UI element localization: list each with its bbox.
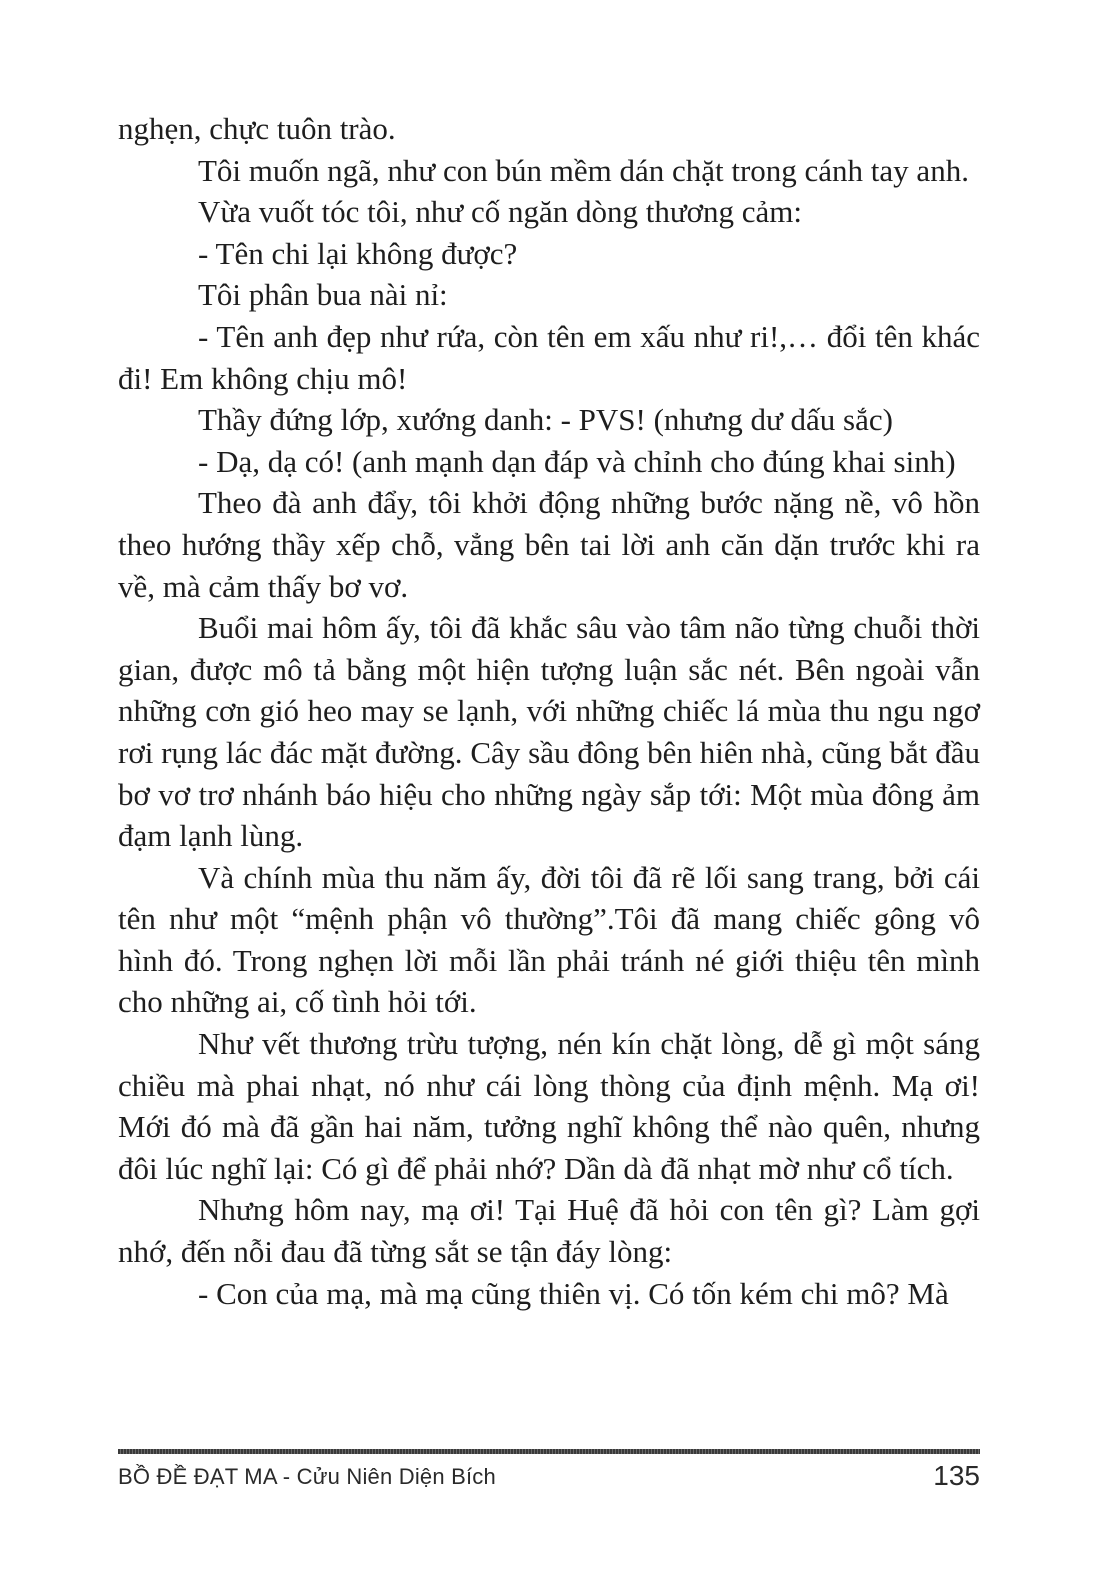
page-number: 135	[933, 1460, 980, 1491]
page-body-text	[118, 108, 980, 1314]
paragraph: - Con của mạ, mà mạ cũng thiên vị. Có tốn kém chi mô? Mà	[198, 1275, 949, 1311]
paragraph: Nhưng hôm nay, mạ ơi! Tại Huệ đã hỏi con tên gì? Làm gợi nhớ, đến nỗi đau đã từng sắt se tận đáy lòng:	[118, 1192, 980, 1270]
paragraph: Như vết thương trừu tượng, nén kín chặt lòng, dễ gì một sáng chiều mà phai nhạt, nó như cái lòng thòng của định mệnh. Mạ ơi! Mới đó mà đã gần hai năm, tưởng nghĩ không thể nào quên, nhưng đôi lúc nghĩ lại: Có gì để phải nhớ? Dần dà đã nhạt mờ như cổ tích.	[118, 1026, 980, 1186]
paragraph: Và chính mùa thu năm ấy, đời tôi đã rẽ lối sang trang, bởi cái tên như một “mệnh phận vô thường”.Tôi đã mang chiếc gông vô hình đó. Trong nghẹn lời mỗi lần phải tránh né giới thiệu tên mình cho những ai, cố tình hỏi tới.	[118, 859, 980, 1020]
paragraph: Buổi mai hôm ấy, tôi đã khắc sâu vào tâm não từng chuỗi thời gian, được mô tả bằng một hiện tượng luận sắc nét. Bên ngoài vẫn những cơn gió heo may se lạnh, với những chiếc lá mùa thu ngu ngơ rơi rụng lác đác mặt đường. Cây sầu đông bên hiên nhà, cũng bắt đầu bơ vơ trơ nhánh báo hiệu cho những ngày sắp tới: Một mùa đông ảm đạm lạnh lùng.	[118, 610, 980, 854]
paragraph: - Dạ, dạ có! (anh mạnh dạn đáp và chỉnh cho đúng khai sinh)	[198, 443, 956, 479]
footer-divider	[118, 1449, 980, 1454]
paragraph: Tôi phân bua nài nỉ:	[198, 277, 448, 313]
paragraph: Theo đà anh đẩy, tôi khởi động những bước nặng nề, vô hồn theo hướng thầy xếp chỗ, vẳng bên tai lời anh căn dặn trước khi ra về, mà cảm thấy bơ vơ.	[118, 485, 980, 604]
paragraph: - Tên chi lại không được?	[198, 235, 518, 271]
paragraph: nghẹn, chực tuôn trào.	[118, 111, 396, 146]
paragraph: - Tên anh đẹp như rứa, còn tên em xấu như ri!,… đổi tên khác đi! Em không chịu mô!	[118, 318, 980, 396]
paragraph: Thầy đứng lớp, xướng danh: - PVS! (nhưng dư dấu sắc)	[198, 402, 893, 438]
running-footer-title: BỒ ĐỀ ĐẠT MA - Cửu Niên Diện Bích	[118, 1464, 496, 1489]
paragraph: Vừa vuốt tóc tôi, như cố ngăn dòng thương cảm:	[198, 194, 803, 230]
paragraph: Tôi muốn ngã, như con bún mềm dán chặt trong cánh tay anh.	[198, 152, 969, 188]
